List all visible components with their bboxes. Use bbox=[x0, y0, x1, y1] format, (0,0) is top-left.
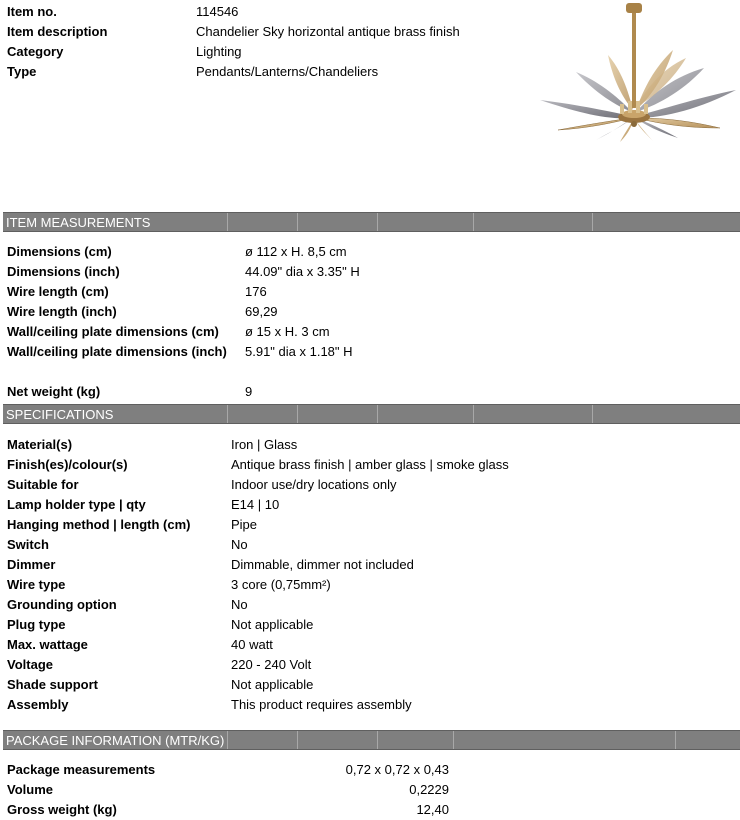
spec-label: Grounding option bbox=[7, 597, 117, 612]
item-measurements-title: ITEM MEASUREMENTS bbox=[6, 215, 151, 230]
net-weight-label: Net weight (kg) bbox=[7, 384, 101, 399]
spec-label: Assembly bbox=[7, 697, 69, 712]
package-information-title: PACKAGE INFORMATION (MTR/KG) bbox=[6, 733, 225, 748]
spec-value: 220 - 240 Volt bbox=[231, 657, 312, 672]
net-weight-row bbox=[0, 382, 740, 402]
item-no-value: 114546 bbox=[196, 4, 239, 19]
measurement-row bbox=[0, 322, 740, 342]
spec-label: Finish(es)/colour(s) bbox=[7, 457, 128, 472]
package-row bbox=[0, 800, 740, 820]
measurement-value: 44.09" dia x 3.35" H bbox=[245, 264, 360, 279]
package-label: Package measurements bbox=[7, 762, 156, 777]
measurement-label: Dimensions (cm) bbox=[7, 244, 112, 259]
package-label: Gross weight (kg) bbox=[7, 802, 117, 817]
package-information-header bbox=[3, 730, 740, 750]
spec-row bbox=[0, 555, 740, 575]
spec-label: Max. wattage bbox=[7, 637, 88, 652]
category-value: Lighting bbox=[196, 44, 242, 59]
spec-row bbox=[0, 515, 740, 535]
specifications-header bbox=[3, 404, 740, 424]
category-label: Category bbox=[7, 44, 64, 59]
spec-label: Shade support bbox=[7, 677, 99, 692]
spec-value: E14 | 10 bbox=[231, 497, 280, 512]
spec-label: Plug type bbox=[7, 617, 66, 632]
measurement-label: Wall/ceiling plate dimensions (cm) bbox=[7, 324, 219, 339]
item-no-label: Item no. bbox=[7, 4, 57, 19]
spec-row bbox=[0, 435, 740, 455]
spec-row bbox=[0, 675, 740, 695]
spec-value: Indoor use/dry locations only bbox=[231, 477, 397, 492]
spec-value: Iron | Glass bbox=[231, 437, 298, 452]
measurement-label: Dimensions (inch) bbox=[7, 264, 120, 279]
package-value: 12,40 bbox=[416, 802, 449, 817]
package-value: 0,72 x 0,72 x 0,43 bbox=[345, 762, 449, 777]
measurement-value: 5.91" dia x 1.18" H bbox=[245, 344, 353, 359]
measurement-value: ø 15 x H. 3 cm bbox=[245, 324, 330, 339]
package-row bbox=[0, 760, 740, 780]
measurement-row bbox=[0, 242, 740, 262]
spec-label: Suitable for bbox=[7, 477, 79, 492]
spec-value: No bbox=[231, 597, 248, 612]
package-label: Volume bbox=[7, 782, 53, 797]
spec-label: Voltage bbox=[7, 657, 53, 672]
product-image bbox=[536, 0, 740, 150]
item-description-label: Item description bbox=[7, 24, 108, 39]
specifications-title: SPECIFICATIONS bbox=[6, 407, 114, 422]
measurement-label: Wire length (cm) bbox=[7, 284, 109, 299]
measurement-value: 69,29 bbox=[245, 304, 278, 319]
spec-row bbox=[0, 695, 740, 715]
spec-value: 40 watt bbox=[231, 637, 273, 652]
spec-row bbox=[0, 495, 740, 515]
spec-label: Hanging method | length (cm) bbox=[7, 517, 191, 532]
spec-label: Lamp holder type | qty bbox=[7, 497, 146, 512]
package-row bbox=[0, 780, 740, 800]
spec-row bbox=[0, 535, 740, 555]
spec-value: Antique brass finish | amber glass | smoke glass bbox=[231, 457, 509, 472]
item-measurements-header bbox=[3, 212, 740, 232]
measurement-row bbox=[0, 282, 740, 302]
net-weight-value: 9 bbox=[245, 384, 253, 399]
type-label: Type bbox=[7, 64, 37, 79]
spec-row bbox=[0, 475, 740, 495]
spec-value: 3 core (0,75mm²) bbox=[231, 577, 331, 592]
type-value: Pendants/Lanterns/Chandeliers bbox=[196, 64, 379, 79]
spec-row bbox=[0, 635, 740, 655]
spec-row bbox=[0, 655, 740, 675]
measurement-row bbox=[0, 302, 740, 322]
item-description-value: Chandelier Sky horizontal antique brass finish bbox=[196, 24, 460, 39]
spec-value: Dimmable, dimmer not included bbox=[231, 557, 414, 572]
spec-row bbox=[0, 455, 740, 475]
measurement-row bbox=[0, 342, 740, 362]
measurement-label: Wall/ceiling plate dimensions (inch) bbox=[7, 344, 227, 359]
spec-label: Wire type bbox=[7, 577, 66, 592]
spec-row bbox=[0, 615, 740, 635]
spec-label: Switch bbox=[7, 537, 49, 552]
ceiling-plate bbox=[626, 3, 642, 13]
measurement-value: ø 112 x H. 8,5 cm bbox=[245, 244, 347, 259]
measurement-row bbox=[0, 262, 740, 282]
spec-value: This product requires assembly bbox=[231, 697, 412, 712]
spec-value: Not applicable bbox=[231, 617, 314, 632]
spec-value: Pipe bbox=[231, 517, 258, 532]
spec-row bbox=[0, 575, 740, 595]
spec-label: Dimmer bbox=[7, 557, 56, 572]
measurement-value: 176 bbox=[245, 284, 267, 299]
measurement-label: Wire length (inch) bbox=[7, 304, 117, 319]
pendant-rod bbox=[632, 13, 636, 108]
spec-value: Not applicable bbox=[231, 677, 314, 692]
package-value: 0,2229 bbox=[409, 782, 449, 797]
spec-label: Material(s) bbox=[7, 437, 73, 452]
spec-value: No bbox=[231, 537, 248, 552]
spec-row bbox=[0, 595, 740, 615]
